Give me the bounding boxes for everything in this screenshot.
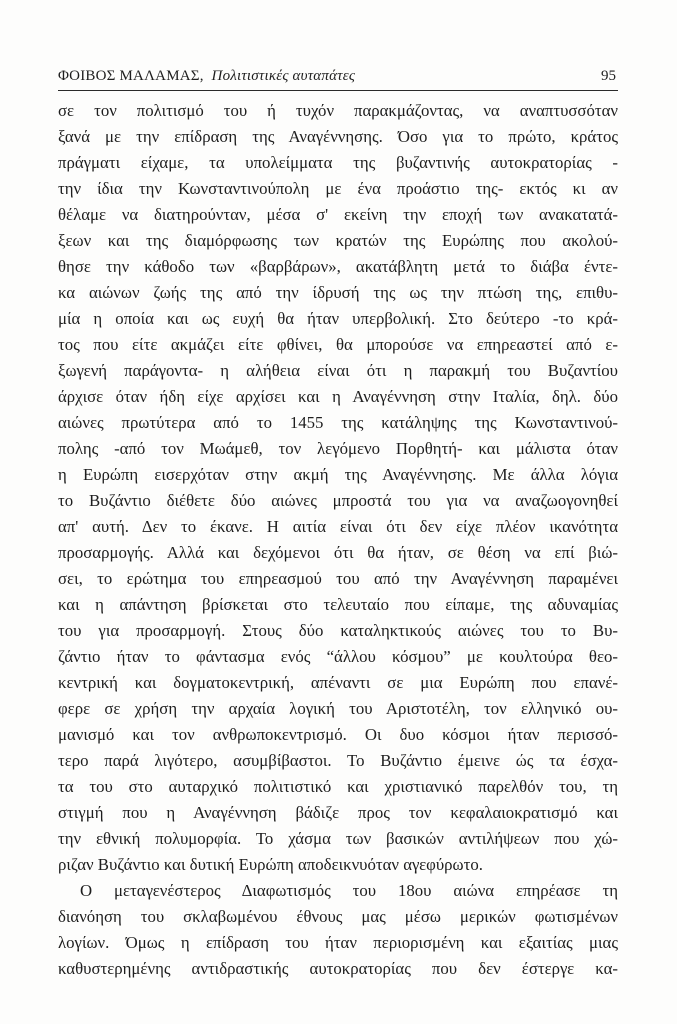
body-text [58, 98, 618, 982]
text-line: στιγμή που η Αναγέννηση βάδιζε προς τον κεφαλαιοκρατισμό και [58, 803, 618, 822]
text-line: το Βυζάντιο διέθετε δύο αιώνες μπροστά του για να αναζωογονηθεί [58, 491, 618, 510]
text-line: πράγματι είχαμε, τα υπολείμματα της βυζαντινής αυτοκρατορίας - [58, 153, 618, 172]
text-line: ξεων και της διαμόρφωσης των κρατών της Ευρώπης που ακολού- [58, 231, 618, 250]
page-number: 95 [601, 68, 616, 84]
text-line: μία η οποία και ως ευχή θα ήταν υπερβολική. Στο δεύτερο -το κρά- [58, 309, 618, 328]
text-line: την εθνική πολυμορφία. Το χάσμα των βασικών αντιλήψεων που χώ- [58, 829, 618, 848]
text-line: Ο μεταγενέστερος Διαφωτισμός του 18ου αιώνα επηρέασε τη [80, 881, 618, 900]
header-book-title: Πολιτιστικές αυταπάτες [211, 68, 356, 84]
text-line: αιώνες πρωτύτερα από το 1455 της κατάληψης της Κωνσταντινού- [58, 413, 618, 432]
text-line: τα του στο αυταρχικό πολιτιστικό και χριστιανικό παρελθόν του, τη [58, 777, 618, 796]
text-line: σει, το ερώτημα του επηρεασμού του από την Αναγέννηση παραμένει [58, 569, 618, 588]
text-line: θέλαμε να διατηρούνταν, μέσα σ' εκείνη την εποχή των ανακατατά- [58, 205, 618, 224]
running-header [58, 64, 618, 91]
text-line: ξανά με την επίδραση της Αναγέννησης. Όσο για το πρώτο, κράτος [58, 127, 618, 146]
text-line: πολης -από τον Μωάμεθ, τον λεγόμενο Πορθητή- και μάλιστα όταν [58, 439, 618, 458]
text-line: ριζαν Βυζάντιο και δυτική Ευρώπη αποδεικνυόταν αγεφύρωτο. [58, 855, 483, 874]
text-line: μανισμό και τον ανθρωποκεντρισμό. Οι δυο κόσμοι ήταν περισσό- [58, 725, 618, 744]
header-author: ΦΟΙΒΟΣ ΜΑΛΑΜΑΣ, [58, 68, 204, 84]
text-line: απ' αυτή. Δεν το έκανε. Η αιτία είναι ότι δεν είχε πλέον ικανότητα [58, 517, 618, 536]
text-line: άρχισε όταν ήδη είχε αρχίσει και η Αναγέννηση στην Ιταλία, δηλ. δύο [58, 387, 618, 406]
text-line: την ίδια την Κωνσταντινούπολη με ένα προάστιο της- εκτός κι αν [58, 179, 618, 198]
text-line: θησε την κάθοδο των «βαρβάρων», ακατάβλητη μετά το διάβα έντε- [58, 257, 618, 276]
text-line: καθυστερημένης αντιδραστικής αυτοκρατορίας που δεν έστεργε κα- [58, 959, 618, 978]
text-line: ζάντιο ήταν το φάντασμα ενός “άλλου κόσμου” με κουλτούρα θεο- [58, 647, 618, 666]
text-line: ξωγενή παράγοντα- η αλήθεια είναι ότι η παρακμή του Βυζαντίου [58, 361, 618, 380]
text-line: η Ευρώπη εισερχόταν στην ακμή της Αναγέννησης. Με άλλα λόγια [58, 465, 618, 484]
text-line: προσαρμογής. Αλλά και δεχόμενοι ότι θα ήταν, σε θέση να επί βιώ- [58, 543, 618, 562]
text-line: κα αιώνων ζωής της από την ίδρυσή της ως την πτώση της, επιθυ- [58, 283, 618, 302]
text-line: τος που είτε ακμάζει είτε φθίνει, θα μπορούσε να επηρεαστεί από ε- [58, 335, 618, 354]
text-line: και η απάντηση βρίσκεται στο τελευταίο που είπαμε, της αδυναμίας [58, 595, 618, 614]
header-author-and-title [58, 68, 355, 85]
text-line: του για προσαρμογή. Στους δύο καταληκτικούς αιώνες του το Βυ- [58, 621, 618, 640]
text-line: κεντρική και δογματοκεντρική, απέναντι σε μια Ευρώπη που επανέ- [58, 673, 618, 692]
text-line: τερο παρά λιγότερο, ασυμβίβαστοι. Το Βυζάντιο έμεινε ώς τα έσχα- [58, 751, 618, 770]
text-line: διανόηση του σκλαβωμένου έθνους μας μέσω μερικών φωτισμένων [58, 907, 618, 926]
text-line: λογίων. Όμως η επίδραση του ήταν περιορισμένη και εξαιτίας μιας [58, 933, 618, 952]
text-line: φερε σε χρήση την αρχαία λογική του Αριστοτέλη, τον ελληνικό ου- [58, 699, 618, 718]
text-line: σε τον πολιτισμό του ή τυχόν παρακμάζοντας, να αναπτυσσόταν [58, 101, 618, 120]
